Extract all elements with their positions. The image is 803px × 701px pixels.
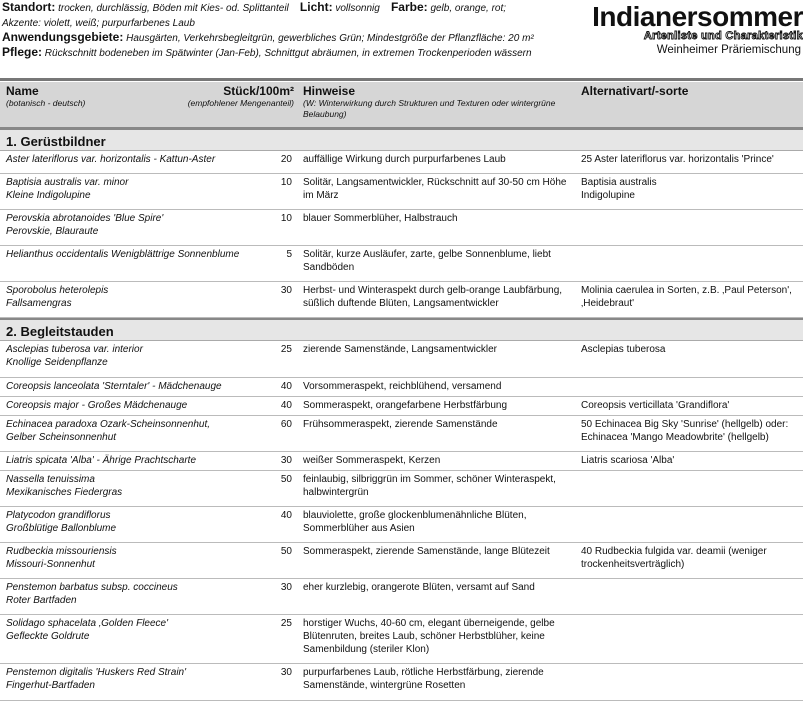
notes: Solitär, Langsamentwickler, Rückschnitt auf 30-50 cm Höhe im März [303, 177, 567, 201]
col-notes-subtitle: (W: Winterwirkung durch Strukturen und Texturen oder wintergrüne Belaubung) [303, 98, 556, 119]
page-header [0, 0, 803, 80]
page-title: Indianersommer [592, 1, 803, 32]
col-qty-title: Stück/100m² [223, 84, 294, 98]
notes: weißer Sommeraspekt, Kerzen [303, 455, 441, 466]
quantity: 25 [280, 344, 292, 355]
table-row [0, 416, 803, 452]
page-subtitle: Artenliste und Charakteristik [643, 30, 803, 42]
alternative: 50 Echinacea Big Sky 'Sunrise' (hellgelb) oder: Echinacea 'Mango Meadowbrite' (hellgelb) [581, 419, 789, 443]
notes: Frühsommeraspekt, zierende Samenstände [303, 419, 498, 430]
notes: Solitär, kurze Ausläufer, zarte, gelbe Sonnenblume, liebt Sandböden [303, 249, 551, 273]
akzente-line [2, 17, 195, 30]
table-row [0, 507, 803, 543]
notes: Sommeraspekt, orangefarbene Herbstfärbung [303, 400, 508, 411]
species-name: Platycodon grandiflorus Großblütige Ballonblume [6, 510, 117, 534]
quantity: 25 [280, 618, 292, 629]
akzente-value: Akzente: violett, weiß; purpurfarbenes Laub [2, 18, 195, 29]
quantity: 40 [280, 510, 292, 521]
col-name-title: Name [6, 84, 39, 98]
quantity: 30 [280, 285, 292, 296]
alternative: Liatris scariosa 'Alba' [581, 455, 675, 466]
table-row [0, 210, 803, 246]
col-alt-header [581, 84, 688, 98]
table-row [0, 246, 803, 282]
pflege-value: Rückschnitt bodeneben im Spätwinter (Jan-Feb), Schnittgut abräumen, in extremen Trockenperioden wässern [44, 48, 532, 59]
quantity: 40 [280, 400, 292, 411]
notes: horstiger Wuchs, 40-60 cm, elegant überneigende, gelbe Blütenruten, breites Laub, schöner Herbstblüher, keine Samenbildung (steriler Klon) [303, 618, 555, 655]
table-row [0, 452, 803, 471]
quantity: 20 [280, 154, 292, 165]
species-name: Penstemon barbatus subsp. coccineus Roter Bartfaden [6, 582, 178, 606]
species-name: Coreopsis lanceolata 'Sterntaler' - Mädchenauge [6, 381, 222, 392]
table-row [0, 151, 803, 174]
notes: Herbst- und Winteraspekt durch gelb-orange Laubfärbung, süßlich duftende Blüten, Langsamentwickler [303, 285, 563, 309]
quantity: 10 [280, 177, 292, 188]
col-notes-title: Hinweise [303, 84, 356, 98]
species-name: Helianthus occidentalis Wenigblättrige Sonnenblume [6, 249, 240, 260]
pflege-label: Pflege: [2, 45, 43, 59]
table-row [0, 341, 803, 378]
species-name: Coreopsis major - Großes Mädchenauge [6, 400, 188, 411]
header-divider [0, 78, 803, 81]
species-name: Asclepias tuberosa var. interior Knollige Seidenpflanze [6, 344, 143, 368]
table-row [0, 282, 803, 318]
anwendung-line [2, 31, 534, 45]
table-row [0, 543, 803, 579]
species-name: Sporobolus heterolepis Fallsamengras [6, 285, 109, 309]
col-alt-title: Alternativart/-sorte [581, 84, 689, 98]
species-name: Rudbeckia missouriensis Missouri-Sonnenhut [6, 546, 117, 570]
mix-name: Weinheimer Präriemischung [656, 44, 801, 56]
table-row [0, 615, 803, 664]
table-row [0, 471, 803, 507]
notes: Vorsommeraspekt, reichblühend, versamend [303, 381, 502, 392]
species-name: Aster lateriflorus var. horizontalis - Kattun-Aster [6, 154, 216, 165]
col-qty-subtitle: (empfohlener Mengenanteil) [187, 98, 294, 108]
species-name: Nassella tenuissima Mexikanisches Fiedergras [6, 474, 123, 498]
col-name-header [6, 84, 85, 109]
alternative: Asclepias tuberosa [581, 344, 666, 355]
standort-label: Standort: [2, 0, 56, 14]
col-name-subtitle: (botanisch - deutsch) [6, 98, 86, 108]
farbe-value: gelb, orange, rot; [430, 3, 507, 14]
notes: purpurfarbenes Laub, rötliche Herbstfärbung, zierende Samenstände, wintergrüne Rosetten [303, 667, 544, 691]
table-header [0, 82, 803, 128]
standort-line [2, 1, 506, 15]
standort-value: trocken, durchlässig, Böden mit Kies- od. Splittanteil [58, 3, 289, 14]
quantity: 30 [280, 455, 292, 466]
notes: blauviolette, große glockenblumenähnliche Blüten, Sommerblüher aus Asien [303, 510, 527, 534]
table-row [0, 174, 803, 210]
alternative: Molinia caerulea in Sorten, z.B. ‚Paul Peterson', ‚Heidebraut' [581, 285, 792, 309]
col-notes-header [303, 84, 573, 120]
quantity: 50 [280, 546, 292, 557]
anwendung-label: Anwendungsgebiete: [2, 30, 124, 44]
table-row [0, 397, 803, 416]
pflege-line [2, 46, 532, 60]
alternative: 25 Aster lateriflorus var. horizontalis 'Prince' [581, 154, 774, 165]
table-row [0, 664, 803, 701]
species-name: Liatris spicata 'Alba' - Ährige Prachtscharte [6, 455, 197, 466]
notes: feinlaubig, silbriggrün im Sommer, schöner Winteraspekt, halbwintergrün [303, 474, 556, 498]
quantity: 5 [286, 249, 292, 260]
quantity: 10 [280, 213, 292, 224]
section-header: 1. Gerüstbildner [0, 128, 803, 151]
anwendung-value: Hausgärten, Verkehrsbegleitgrün, gewerbliches Grün; Mindestgröße der Pflanzfläche: 20 m² [126, 33, 534, 44]
species-name: Solidago sphacelata ‚Golden Fleece' Gefleckte Goldrute [6, 618, 169, 642]
alternative: 40 Rudbeckia fulgida var. deamii (weniger trockenheitsverträglich) [581, 546, 767, 570]
species-name: Echinacea paradoxa Ozark-Scheinsonnenhut, Gelber Scheinsonnenhut [6, 419, 211, 443]
notes: blauer Sommerblüher, Halbstrauch [303, 213, 458, 224]
quantity: 30 [280, 582, 292, 593]
notes: Sommeraspekt, zierende Samenstände, lange Blütezeit [303, 546, 550, 557]
quantity: 40 [280, 381, 292, 392]
species-name: Perovskia abrotanoides 'Blue Spire' Perovskie, Blauraute [6, 213, 164, 237]
species-name: Baptisia australis var. minor Kleine Indigolupine [6, 177, 129, 201]
farbe-label: Farbe: [390, 0, 428, 14]
species-name: Penstemon digitalis 'Huskers Red Strain' Fingerhut-Bartfaden [6, 667, 187, 691]
alternative: Baptisia australis Indigolupine [581, 177, 657, 201]
section-header: 2. Begleitstauden [0, 318, 803, 341]
licht-value: vollsonnig [335, 3, 380, 14]
table-row [0, 378, 803, 397]
notes: eher kurzlebig, orangerote Blüten, versamt auf Sand [303, 582, 535, 593]
table-body [0, 128, 803, 701]
notes: zierende Samenstände, Langsamentwickler [303, 344, 497, 355]
quantity: 30 [280, 667, 292, 678]
quantity: 50 [280, 474, 292, 485]
table-row [0, 579, 803, 615]
notes: auffällige Wirkung durch purpurfarbenes Laub [303, 154, 506, 165]
quantity: 60 [280, 419, 292, 430]
col-qty-header [178, 84, 294, 109]
alternative: Coreopsis verticillata 'Grandiflora' [581, 400, 730, 411]
species-table [0, 82, 803, 701]
licht-label: Licht: [299, 0, 333, 14]
